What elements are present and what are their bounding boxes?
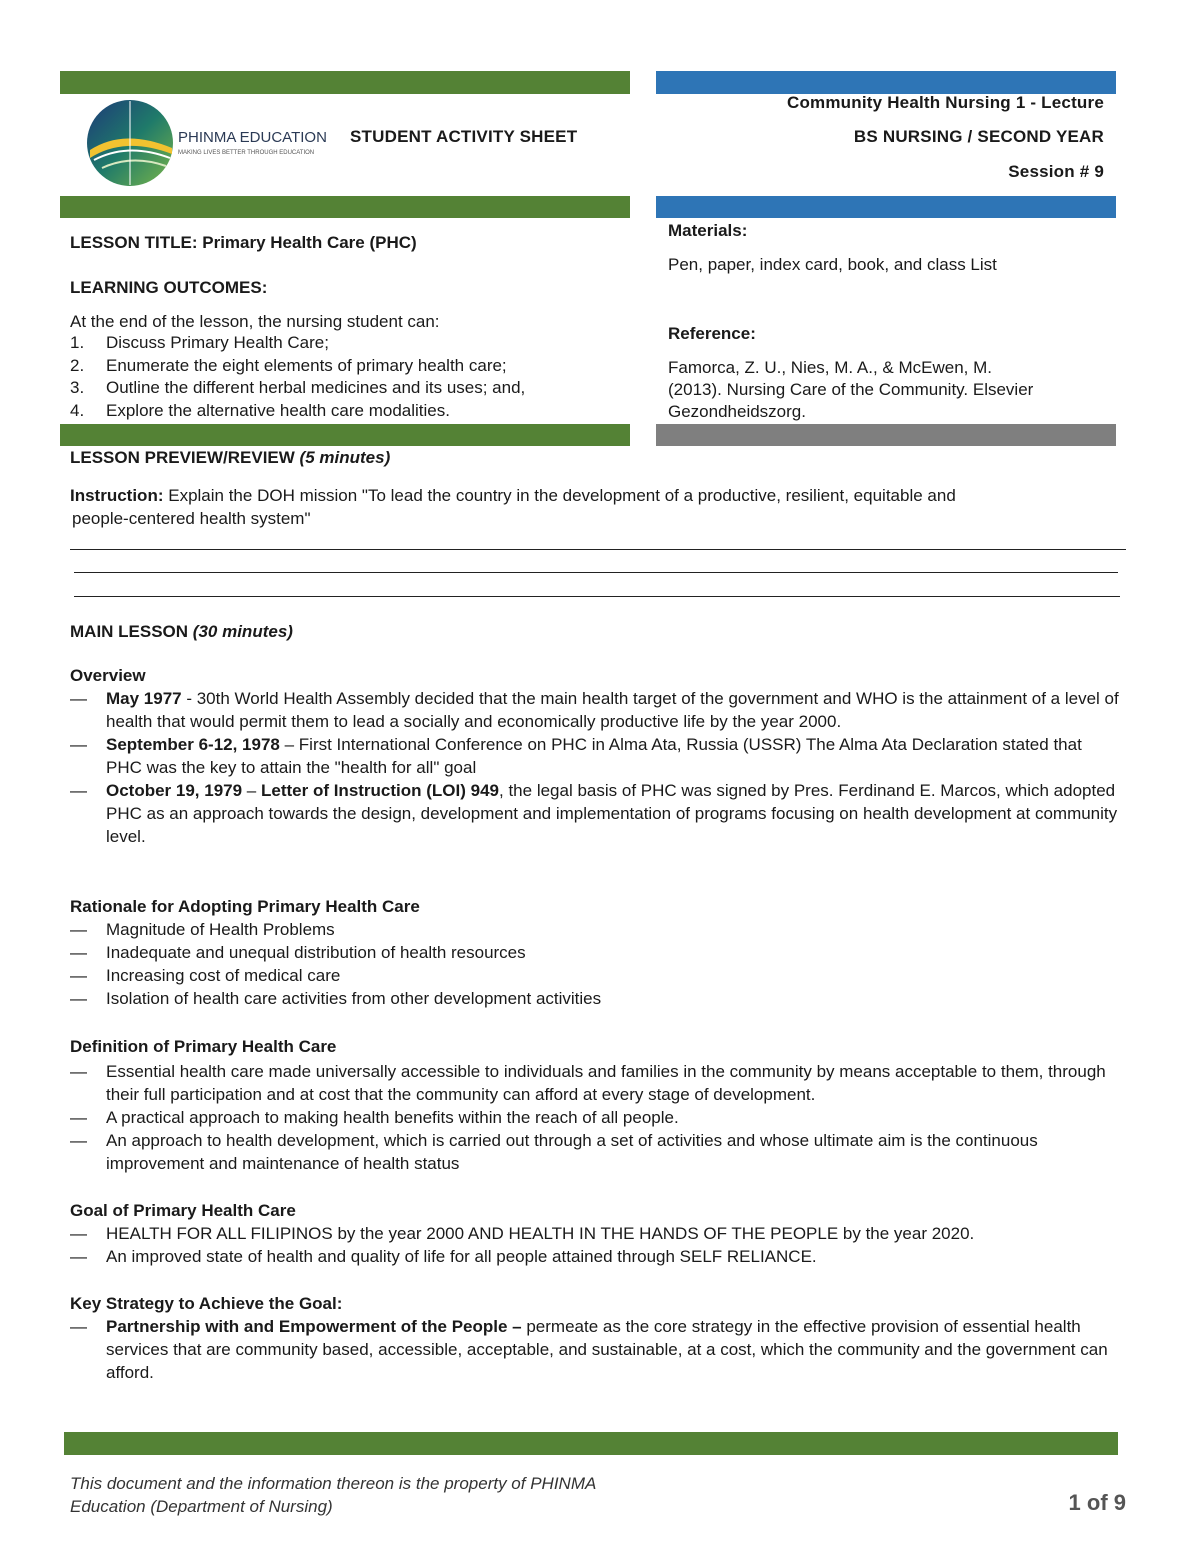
preview-title: LESSON PREVIEW/REVIEW xyxy=(70,448,295,467)
list-item xyxy=(70,1060,1120,1106)
lesson-bottom-green-bar xyxy=(60,424,630,446)
course-title: Community Health Nursing 1 - Lecture xyxy=(786,93,1104,112)
strategy-title: Key Strategy to Achieve the Goal: xyxy=(70,1294,343,1313)
svg-text:MAKING LIVES BETTER THROUGH ED: MAKING LIVES BETTER THROUGH EDUCATION xyxy=(178,150,315,156)
dash-bullet: — xyxy=(70,1108,87,1127)
materials-text: Pen, paper, index card, book, and class List xyxy=(668,255,997,274)
list-item xyxy=(70,355,525,378)
list-item xyxy=(70,733,1120,779)
list-item xyxy=(70,941,1120,964)
definition-title: Definition of Primary Health Care xyxy=(70,1037,337,1056)
list-item xyxy=(70,918,1120,941)
lesson-title xyxy=(70,231,417,254)
item-text: , the legal basis of PHC was signed by Pres. Ferdinand E. Marcos, which adopted PHC as an approach towards the design, development and implementation of programs focusing on health development at community level. xyxy=(106,781,1118,846)
item-text: - 30th World Health Assembly decided that the main health target of the government and WHO is the attainment of a level of health that would permit them to lead a socially and economically productive life by the year 2000. xyxy=(106,689,1119,731)
reference-label: Reference: xyxy=(668,324,756,343)
item-text: permeate as the core strategy in the effective provision of essential health services that are community based, accessible, acceptable, and sustainable, at a cost, which the community and the government can afford. xyxy=(106,1317,1108,1382)
instruction-label: Instruction: xyxy=(70,486,164,505)
list-item xyxy=(70,1245,1120,1268)
item-text: Increasing cost of medical care xyxy=(106,966,341,985)
item-text: Essential health care made universally accessible to individuals and families in the community by means acceptable to them, through their full participation and at cost that the community can afford at every stage of development. xyxy=(106,1062,1106,1104)
dash-bullet: — xyxy=(70,689,87,708)
materials-label: Materials: xyxy=(668,221,748,240)
dash-bullet: — xyxy=(70,943,87,962)
phinma-logo xyxy=(84,98,334,188)
reference-line-2: (2013). Nursing Care of the Community. Elsevier xyxy=(668,380,1034,399)
dash-bullet: — xyxy=(70,735,87,754)
list-item xyxy=(70,987,1120,1010)
main-lesson-duration: (30 minutes) xyxy=(192,622,293,641)
goal-title: Goal of Primary Health Care xyxy=(70,1201,296,1220)
list-number: 2. xyxy=(70,355,85,375)
item-text: Inadequate and unequal distribution of health resources xyxy=(106,943,526,962)
answer-line-1[interactable] xyxy=(70,549,1126,550)
definition-section xyxy=(70,1035,1120,1175)
dash-bullet: — xyxy=(70,989,87,1008)
preview-heading xyxy=(70,446,390,469)
answer-line-2[interactable] xyxy=(74,572,1118,573)
svg-text:PHINMA EDUCATION: PHINMA EDUCATION xyxy=(178,129,327,146)
list-item xyxy=(70,1106,1120,1129)
item-text: Magnitude of Health Problems xyxy=(106,920,335,939)
main-lesson-heading xyxy=(70,620,293,643)
lesson-bottom-gray-bar xyxy=(656,424,1116,446)
preview-instruction-line-2: people-centered health system" xyxy=(72,509,311,528)
header-bottom-blue-bar xyxy=(656,196,1116,218)
list-number: 4. xyxy=(70,400,85,420)
strategy-list xyxy=(70,1315,1120,1384)
rationale-section xyxy=(70,895,1120,1010)
list-item xyxy=(70,1315,1120,1384)
strategy-label: Partnership with and Empowerment of the People – xyxy=(106,1317,522,1336)
dash-bullet: — xyxy=(70,1224,87,1243)
reference-line-3: Gezondheidszorg. xyxy=(668,402,806,421)
preview-instruction-line-1 xyxy=(70,484,956,507)
lesson-title-label: LESSON TITLE: xyxy=(70,233,198,252)
dash-bullet: — xyxy=(70,966,87,985)
rationale-list xyxy=(70,918,1120,1010)
item-text: HEALTH FOR ALL FILIPINOS by the year 2000 AND HEALTH IN THE HANDS OF THE PEOPLE by the year 2020. xyxy=(106,1224,975,1243)
list-item xyxy=(70,332,525,355)
item-text: – First International Conference on PHC in Alma Ata, Russia (USSR) The Alma Ata Declaration stated that PHC was the key to attain the "health for all" goal xyxy=(106,735,1082,777)
list-item xyxy=(70,1129,1120,1175)
strategy-section xyxy=(70,1292,1120,1384)
learning-outcomes-list xyxy=(70,332,525,422)
list-item xyxy=(70,400,525,423)
dash-bullet: — xyxy=(70,1247,87,1266)
reference-line-1: Famorca, Z. U., Nies, M. A., & McEwen, M. xyxy=(668,358,993,377)
list-item xyxy=(70,964,1120,987)
item-separator: – xyxy=(242,781,261,800)
header-top-green-bar xyxy=(60,71,630,94)
list-text: Explore the alternative health care modalities. xyxy=(106,400,450,420)
preview-duration: (5 minutes) xyxy=(299,448,391,467)
loi-label: Letter of Instruction (LOI) 949 xyxy=(260,781,500,800)
dash-bullet: — xyxy=(70,1317,87,1336)
item-text: Isolation of health care activities from other development activities xyxy=(106,989,602,1008)
page-number: 1 of 9 xyxy=(1068,1490,1126,1515)
dash-bullet: — xyxy=(70,781,87,800)
dash-bullet: — xyxy=(70,1131,87,1150)
phinma-logo-icon xyxy=(84,98,334,188)
list-number: 3. xyxy=(70,378,85,397)
lesson-title-value: Primary Health Care (PHC) xyxy=(202,233,417,252)
overview-section xyxy=(70,664,1120,848)
header-bottom-green-bar xyxy=(60,196,630,218)
overview-list xyxy=(70,687,1120,848)
list-number: 1. xyxy=(70,333,85,352)
instruction-text: Explain the DOH mission "To lead the country in the development of a productive, resilient, equitable and xyxy=(168,486,956,505)
list-item xyxy=(70,377,525,400)
item-text: An improved state of health and quality of life for all people attained through SELF RELIANCE. xyxy=(106,1247,817,1266)
goal-section xyxy=(70,1199,1120,1268)
program-title: BS NURSING / SECOND YEAR xyxy=(853,127,1104,146)
main-lesson-title: MAIN LESSON xyxy=(70,622,189,641)
date-label: May 1977 xyxy=(106,689,182,708)
answer-line-3[interactable] xyxy=(74,596,1120,597)
item-text: An approach to health development, which is carried out through a set of activities and whose ultimate aim is the continuous improvement and maintenance of health status xyxy=(106,1131,1038,1173)
header-top-blue-bar xyxy=(656,71,1116,94)
date-label: October 19, 1979 xyxy=(106,781,243,800)
list-text: Discuss Primary Health Care; xyxy=(106,333,329,352)
overview-title: Overview xyxy=(70,666,146,685)
footer-note-line-1: This document and the information thereon is the property of PHINMA xyxy=(70,1474,597,1493)
dash-bullet: — xyxy=(70,920,87,939)
footer-green-bar xyxy=(64,1432,1118,1455)
footer-note-line-2: Education (Department of Nursing) xyxy=(70,1497,333,1516)
definition-list xyxy=(70,1060,1120,1175)
learning-outcomes-intro: At the end of the lesson, the nursing student can: xyxy=(70,312,440,331)
list-item xyxy=(70,779,1120,848)
dash-bullet: — xyxy=(70,1062,87,1081)
session-number: Session # 9 xyxy=(1008,162,1104,181)
rationale-title: Rationale for Adopting Primary Health Care xyxy=(70,897,420,916)
list-text: Enumerate the eight elements of primary health care; xyxy=(106,355,507,375)
list-text: Outline the different herbal medicines and its uses; and, xyxy=(106,378,526,397)
date-label: September 6-12, 1978 xyxy=(106,735,280,754)
list-item xyxy=(70,1222,1120,1245)
learning-outcomes-label: LEARNING OUTCOMES: xyxy=(70,278,268,297)
list-item xyxy=(70,687,1120,733)
item-text: A practical approach to making health benefits within the reach of all people. xyxy=(106,1108,679,1127)
sheet-title: STUDENT ACTIVITY SHEET xyxy=(350,127,578,146)
goal-list xyxy=(70,1222,1120,1268)
